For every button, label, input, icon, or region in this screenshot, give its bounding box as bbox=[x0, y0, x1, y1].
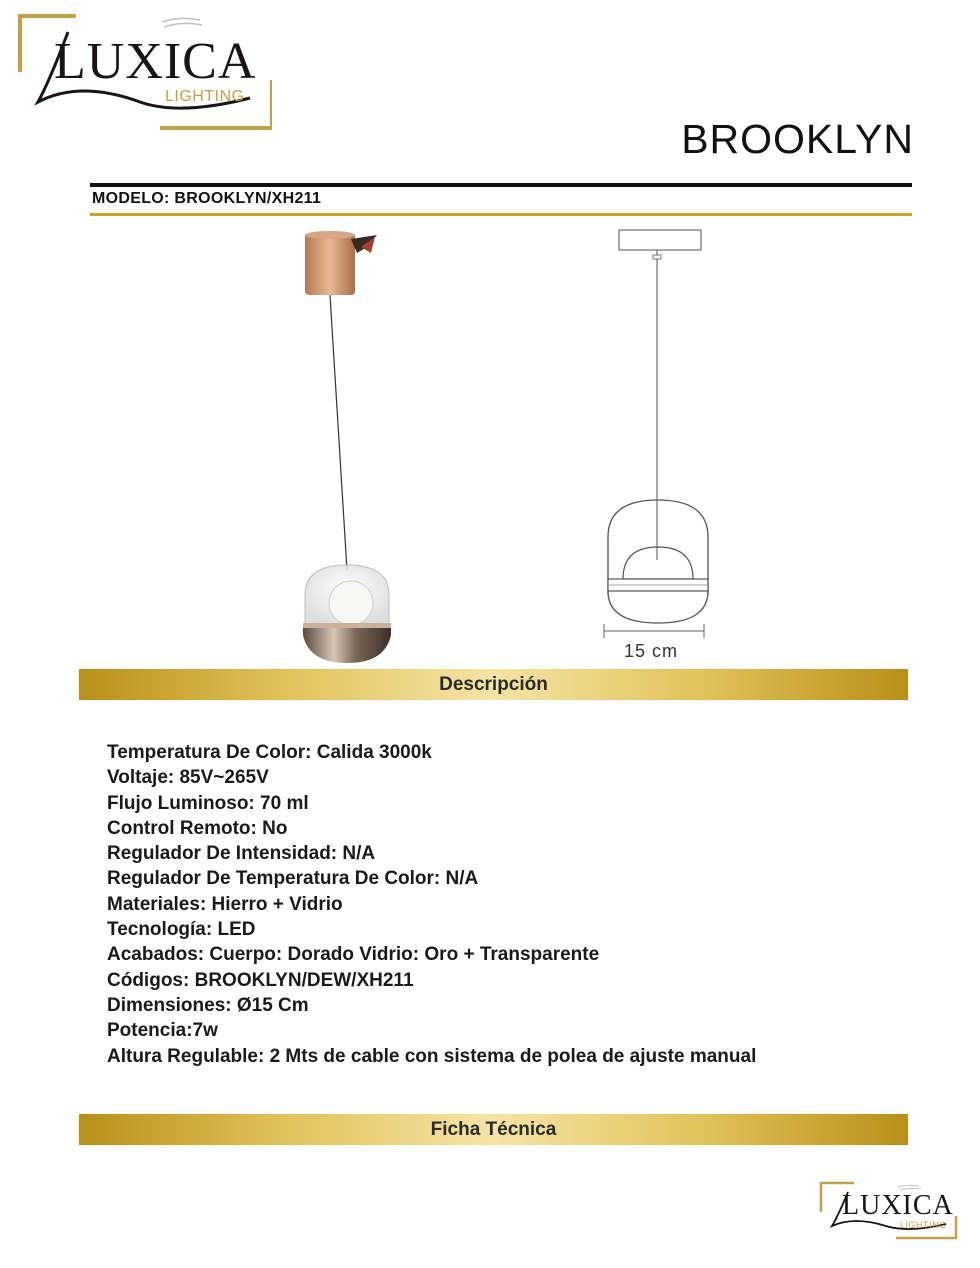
spec-color-temperature: Temperatura De Color: Calida 3000k bbox=[107, 742, 432, 763]
logo-wordmark: LUXICA bbox=[54, 33, 257, 90]
spec-dimmer: Regulador De Intensidad: N/A bbox=[107, 843, 376, 865]
spec-dimensions: Dimensiones: Ø15 Cm bbox=[107, 994, 309, 1016]
description-header: Descripción bbox=[79, 669, 908, 700]
model-divider bbox=[90, 213, 912, 216]
dimension-label: 15 cm bbox=[624, 641, 679, 661]
product-title: BROOKLYN bbox=[681, 116, 914, 162]
title-divider bbox=[90, 183, 912, 187]
footer-logo-wordmark: LUXICA bbox=[842, 1190, 954, 1221]
logo-subtitle: LIGHTING bbox=[165, 88, 245, 105]
product-photo bbox=[285, 225, 405, 665]
spec-technology: Tecnología: LED bbox=[107, 919, 256, 941]
spec-voltage: Voltaje: 85V~265V bbox=[107, 767, 269, 789]
spec-finishes: Acabados: Cuerpo: Dorado Vidrio: Oro + Transparente bbox=[107, 944, 600, 966]
brand-logo bbox=[10, 10, 272, 134]
spec-list bbox=[107, 740, 756, 1069]
spec-color-temperature-regulator: Regulador De Temperatura De Color: N/A bbox=[107, 868, 479, 890]
spec-materials: Materiales: Hierro + Vidrio bbox=[107, 893, 343, 915]
spec-remote-control: Control Remoto: No bbox=[107, 817, 288, 839]
spec-power: Potencia:7w bbox=[107, 1020, 218, 1042]
spec-adjustable-height: Altura Regulable: 2 Mts de cable con sistema de polea de ajuste manual bbox=[107, 1045, 757, 1067]
canopy bbox=[305, 233, 355, 295]
spec-codes: Códigos: BROOKLYN/DEW/XH211 bbox=[107, 969, 414, 991]
technical-drawing bbox=[600, 225, 715, 645]
footer-logo-subtitle: LIGHTING bbox=[900, 1220, 947, 1230]
footer-logo bbox=[818, 1180, 958, 1242]
datasheet-header: Ficha Técnica bbox=[79, 1114, 908, 1145]
spec-luminous-flux: Flujo Luminoso: 70 ml bbox=[107, 792, 309, 814]
model-label: MODELO: BROOKLYN/XH211 bbox=[92, 190, 322, 207]
